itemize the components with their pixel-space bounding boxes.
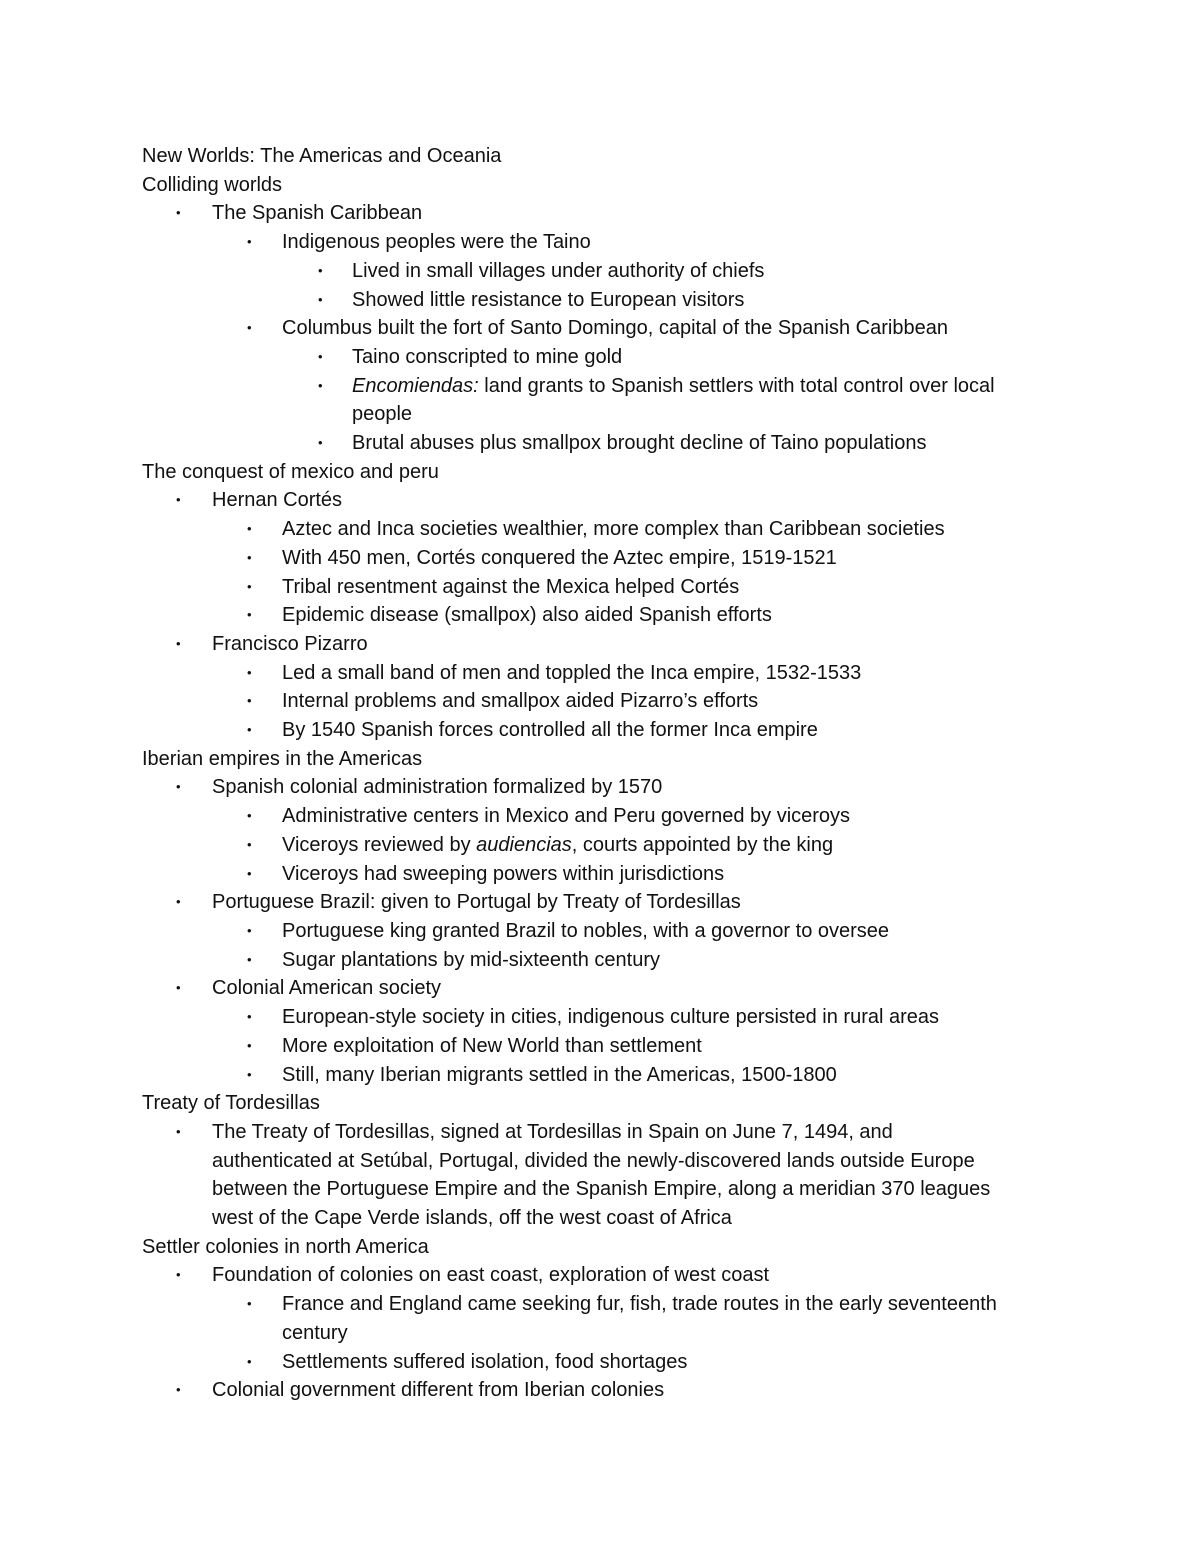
item-text: European-style society in cities, indigenous culture persisted in rural areas [282, 1006, 940, 1029]
bullet-icon: • [247, 607, 252, 623]
bullet-icon: • [176, 980, 181, 996]
bullet-icon: • [247, 951, 252, 967]
section-heading: Treaty of Tordesillas [142, 1092, 320, 1115]
list-item [142, 659, 1082, 688]
bullet-icon: • [176, 894, 181, 910]
bullet-icon: • [247, 664, 252, 680]
item-text: France and England came seeking fur, fish, trade routes in the early seventeenth [282, 1293, 997, 1316]
item-text: Settlements suffered isolation, food shortages [282, 1350, 688, 1373]
list-item [142, 1348, 1082, 1377]
bullet-icon: • [247, 1353, 252, 1369]
bullet-icon: • [176, 779, 181, 795]
list-item [142, 1003, 1082, 1032]
item-text: Sugar plantations by mid-sixteenth century [282, 948, 660, 971]
list-item [142, 974, 1082, 1003]
list-item [142, 1061, 1082, 1090]
bullet-icon: • [247, 722, 252, 738]
list-item [142, 199, 1082, 228]
bullet-icon: • [247, 549, 252, 565]
bullet-icon: • [176, 1382, 181, 1398]
list-item [142, 1118, 1082, 1147]
list-item-continuation: century [282, 1321, 348, 1344]
bullet-icon: • [247, 808, 252, 824]
bullet-icon: • [247, 865, 252, 881]
list-item [142, 314, 1082, 343]
item-text: More exploitation of New World than settlement [282, 1034, 702, 1057]
item-text: Hernan Cortés [212, 489, 343, 512]
section-heading: Settler colonies in north America [142, 1235, 429, 1258]
bullet-icon: • [318, 435, 323, 451]
item-text: By 1540 Spanish forces controlled all the former Inca empire [282, 719, 818, 742]
list-item [142, 544, 1082, 573]
bullet-icon: • [176, 1123, 181, 1139]
item-text: Tribal resentment against the Mexica helped Cortés [282, 575, 740, 598]
item-text: Aztec and Inca societies wealthier, more complex than Caribbean societies [282, 518, 945, 541]
item-text: Portuguese king granted Brazil to nobles, with a governor to oversee [282, 919, 890, 942]
list-item-continuation: people [352, 403, 413, 426]
bullet-icon: • [176, 205, 181, 221]
list-item [142, 286, 1082, 315]
bullet-icon: • [247, 1009, 252, 1025]
list-item-continuation: west of the Cape Verde islands, off the west coast of Africa [212, 1207, 732, 1230]
list-item [142, 1376, 1082, 1405]
bullet-icon: • [318, 262, 323, 278]
item-text: Showed little resistance to European visitors [352, 288, 745, 311]
bullet-icon: • [318, 348, 323, 364]
list-item-continuation: authenticated at Setúbal, Portugal, divided the newly-discovered lands outside Europe [212, 1149, 975, 1172]
section-heading: Colliding worlds [142, 173, 283, 196]
bullet-icon: • [176, 1267, 181, 1283]
list-item [142, 573, 1082, 602]
list-item [142, 257, 1082, 286]
list-item [142, 831, 1082, 860]
item-text: Epidemic disease (smallpox) also aided Spanish efforts [282, 604, 772, 627]
list-item [142, 687, 1082, 716]
item-text: Indigenous peoples were the Taino [282, 231, 591, 254]
item-text: Francisco Pizarro [212, 632, 368, 655]
item-text: Viceroys had sweeping powers within jurisdictions [282, 862, 725, 885]
list-item [142, 1290, 1082, 1319]
bullet-icon: • [318, 291, 323, 307]
bullet-icon: • [247, 521, 252, 537]
list-item [142, 946, 1082, 975]
list-item [142, 773, 1082, 802]
bullet-icon: • [247, 922, 252, 938]
list-item-continuation: between the Portuguese Empire and the Spanish Empire, along a meridian 370 leagues [212, 1178, 991, 1201]
bullet-icon: • [247, 836, 252, 852]
list-item [142, 1032, 1082, 1061]
list-item [142, 888, 1082, 917]
list-item [142, 486, 1082, 515]
bullet-icon: • [247, 234, 252, 250]
item-text: Lived in small villages under authority of chiefs [352, 259, 765, 282]
item-text: Spanish colonial administration formalized by 1570 [212, 776, 663, 799]
item-text: Viceroys reviewed by [282, 833, 477, 856]
item-text-emphasis: audiencias [476, 833, 572, 856]
list-item [142, 1261, 1082, 1290]
item-text: land grants to Spanish settlers with total control over local [478, 374, 995, 397]
bullet-icon: • [247, 1296, 252, 1312]
item-text: Columbus built the fort of Santo Domingo, capital of the Spanish Caribbean [282, 317, 948, 340]
item-text: With 450 men, Cortés conquered the Aztec empire, 1519-1521 [282, 546, 837, 569]
bullet-icon: • [247, 1066, 252, 1082]
bullet-icon: • [176, 492, 181, 508]
item-text: , courts appointed by the king [571, 833, 834, 856]
item-text: Internal problems and smallpox aided Pizarro’s efforts [282, 690, 759, 713]
list-item [142, 228, 1082, 257]
section-heading: Iberian empires in the Americas [142, 747, 423, 770]
item-text: Administrative centers in Mexico and Peru governed by viceroys [282, 805, 851, 828]
item-text: Still, many Iberian migrants settled in the Americas, 1500-1800 [282, 1063, 837, 1086]
item-text: The Spanish Caribbean [212, 202, 423, 225]
item-text: Colonial government different from Iberian colonies [212, 1379, 665, 1402]
item-text: Foundation of colonies on east coast, exploration of west coast [212, 1264, 770, 1287]
list-item [142, 917, 1082, 946]
bullet-icon: • [318, 377, 323, 393]
list-item [142, 802, 1082, 831]
list-item [142, 372, 1082, 401]
bullet-icon: • [176, 635, 181, 651]
bullet-icon: • [247, 1037, 252, 1053]
bullet-icon: • [247, 578, 252, 594]
bullet-icon: • [247, 320, 252, 336]
page-title: New Worlds: The Americas and Oceania [142, 145, 502, 167]
bullet-icon: • [247, 693, 252, 709]
list-item [142, 515, 1082, 544]
item-text: The Treaty of Tordesillas, signed at Tordesillas in Spain on June 7, 1494, and [212, 1120, 893, 1143]
list-item [142, 601, 1082, 630]
list-item [142, 630, 1082, 659]
item-text: Brutal abuses plus smallpox brought decline of Taino populations [352, 432, 927, 455]
list-item [142, 429, 1082, 458]
section-heading: The conquest of mexico and peru [142, 460, 439, 483]
list-item [142, 716, 1082, 745]
item-text: Colonial American society [212, 977, 441, 1000]
document-body [142, 142, 1082, 1405]
list-item [142, 860, 1082, 889]
item-text-emphasis: Encomiendas: [352, 374, 479, 397]
item-text: Taino conscripted to mine gold [352, 345, 623, 368]
item-text: Portuguese Brazil: given to Portugal by Treaty of Tordesillas [212, 891, 741, 914]
item-text: Led a small band of men and toppled the Inca empire, 1532-1533 [282, 661, 862, 684]
list-item [142, 343, 1082, 372]
